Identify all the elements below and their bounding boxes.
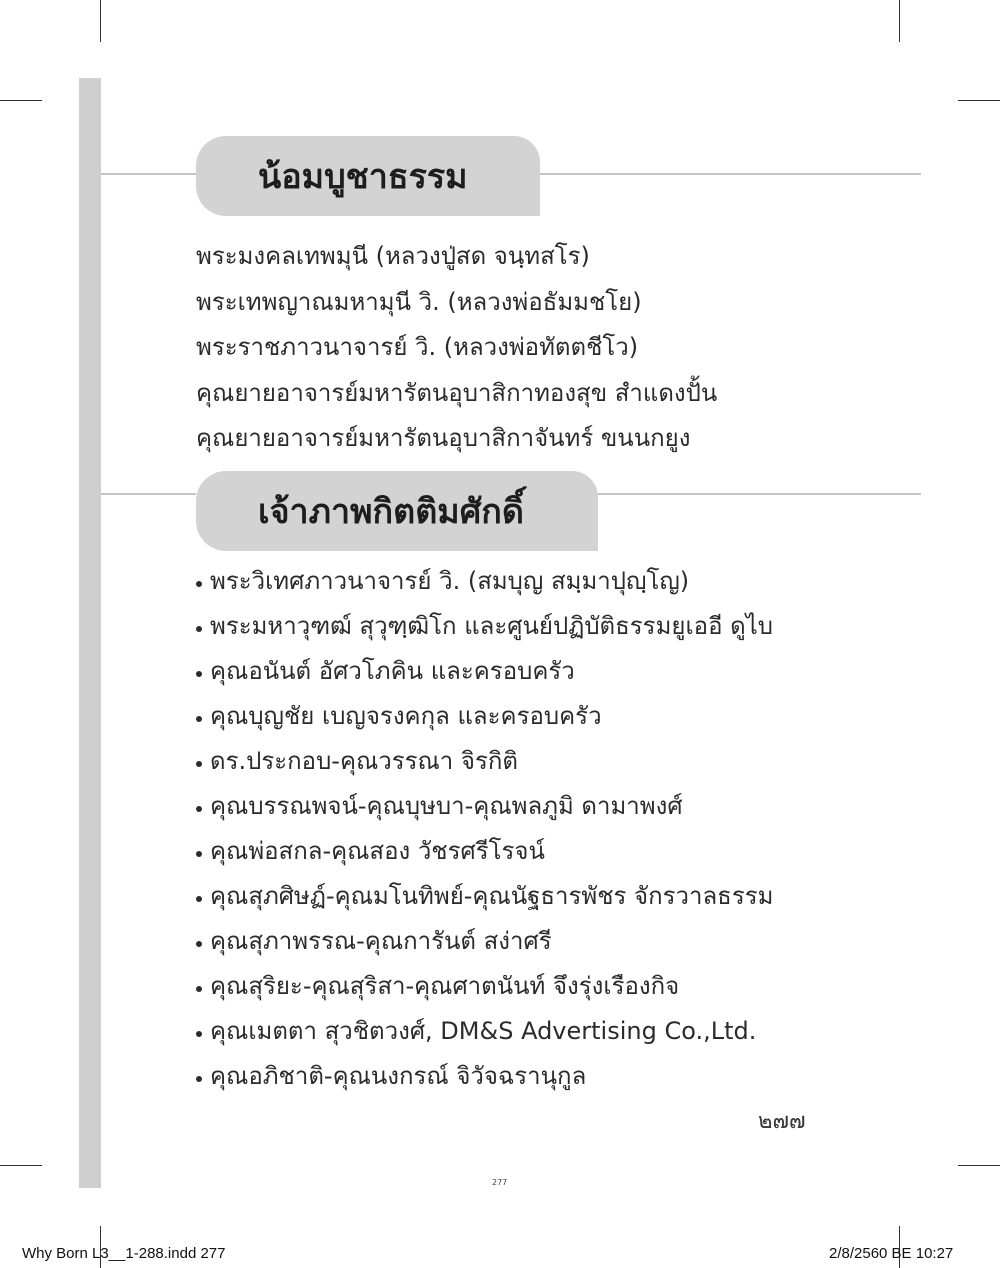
- list-item: คุณบรรณพจน์-คุณบุษบา-คุณพลภูมิ ดามาพงศ์: [196, 784, 773, 829]
- crop-mark: [899, 0, 900, 42]
- dedication-line: พระมงคลเทพมุนี (หลวงปู่สด จนฺทสโร): [196, 242, 590, 270]
- crop-mark: [0, 1165, 42, 1166]
- section-rule: [540, 173, 921, 175]
- page-sidebar: [79, 78, 101, 1188]
- bullet-icon: [196, 1076, 202, 1082]
- page-number-small: 277: [492, 1178, 508, 1187]
- list-item: คุณเมตตา สุวชิตวงศ์, DM&S Advertising Co.,Ltd.: [196, 1009, 773, 1054]
- dedication-list: [196, 234, 717, 462]
- print-slug-datetime: 2/8/2560 BE 10:27: [829, 1245, 954, 1262]
- list-item: คุณสุภศิษฏ์-คุณมโนทิพย์-คุณนัฐธารพัชร จักรวาลธรรม: [196, 874, 773, 919]
- bullet-icon: [196, 806, 202, 812]
- bullet-icon: [196, 986, 202, 992]
- section-rule: [598, 493, 921, 495]
- crop-mark: [0, 100, 42, 101]
- list-item: คุณอภิชาติ-คุณนงกรณ์ จิวัจฉรานุกูล: [196, 1054, 773, 1099]
- list-item: คุณบุญชัย เบญจรงคกุล และครอบครัว: [196, 694, 773, 739]
- bullet-icon: [196, 626, 202, 632]
- list-item: คุณสุภาพรรณ-คุณการันต์ สง่าศรี: [196, 919, 773, 964]
- crop-mark: [100, 0, 101, 42]
- bullet-icon: [196, 851, 202, 857]
- crop-mark: [958, 1165, 1000, 1166]
- list-item: คุณอนันต์ อัศวโภคิน และครอบครัว: [196, 649, 773, 694]
- bullet-icon: [196, 671, 202, 677]
- section-title-tab: [196, 136, 540, 216]
- dedication-line: พระราชภาวนาจารย์ วิ. (หลวงพ่อทัตตชีโว): [196, 333, 639, 361]
- bullet-icon: [196, 761, 202, 767]
- bullet-icon: [196, 1031, 202, 1037]
- list-item: พระวิเทศภาวนาจารย์ วิ. (สมบุญ สมฺมาปุญฺโญ): [196, 559, 773, 604]
- section-title: น้อมบูชาธรรม: [258, 157, 468, 197]
- list-item: พระมหาวุฑฒ์ สุวุฑฺฒิโก และศูนย์ปฏิบัติธรรมยูเออี ดูไบ: [196, 604, 773, 649]
- dedication-line: คุณยายอาจารย์มหารัตนอุบาสิกาทองสุข สำแดงปั้น: [196, 378, 718, 407]
- dedication-line: พระเทพญาณมหามุนี วิ. (หลวงพ่อธัมมชโย): [196, 287, 642, 316]
- section-title-tab: [196, 471, 598, 551]
- list-item: ดร.ประกอบ-คุณวรรณา จิรกิติ: [196, 739, 773, 784]
- section-title: เจ้าภาพกิตติมศักดิ์: [258, 492, 524, 532]
- page-number: ๒๗๗: [758, 1109, 806, 1134]
- crop-mark: [958, 100, 1000, 101]
- sponsor-list: [196, 559, 773, 1099]
- print-slug-file: Why Born L3__1-288.indd 277: [22, 1245, 226, 1262]
- bullet-icon: [196, 941, 202, 947]
- bullet-icon: [196, 581, 202, 587]
- bullet-icon: [196, 896, 202, 902]
- list-item: คุณพ่อสกล-คุณสอง วัชรศรีโรจน์: [196, 829, 773, 874]
- list-item: คุณสุริยะ-คุณสุริสา-คุณศาตนันท์ จึงรุ่งเรืองกิจ: [196, 964, 773, 1009]
- section-rule: [101, 173, 196, 175]
- dedication-line: คุณยายอาจารย์มหารัตนอุบาสิกาจันทร์ ขนนกยูง: [196, 424, 691, 452]
- section-rule: [101, 493, 196, 495]
- bullet-icon: [196, 716, 202, 722]
